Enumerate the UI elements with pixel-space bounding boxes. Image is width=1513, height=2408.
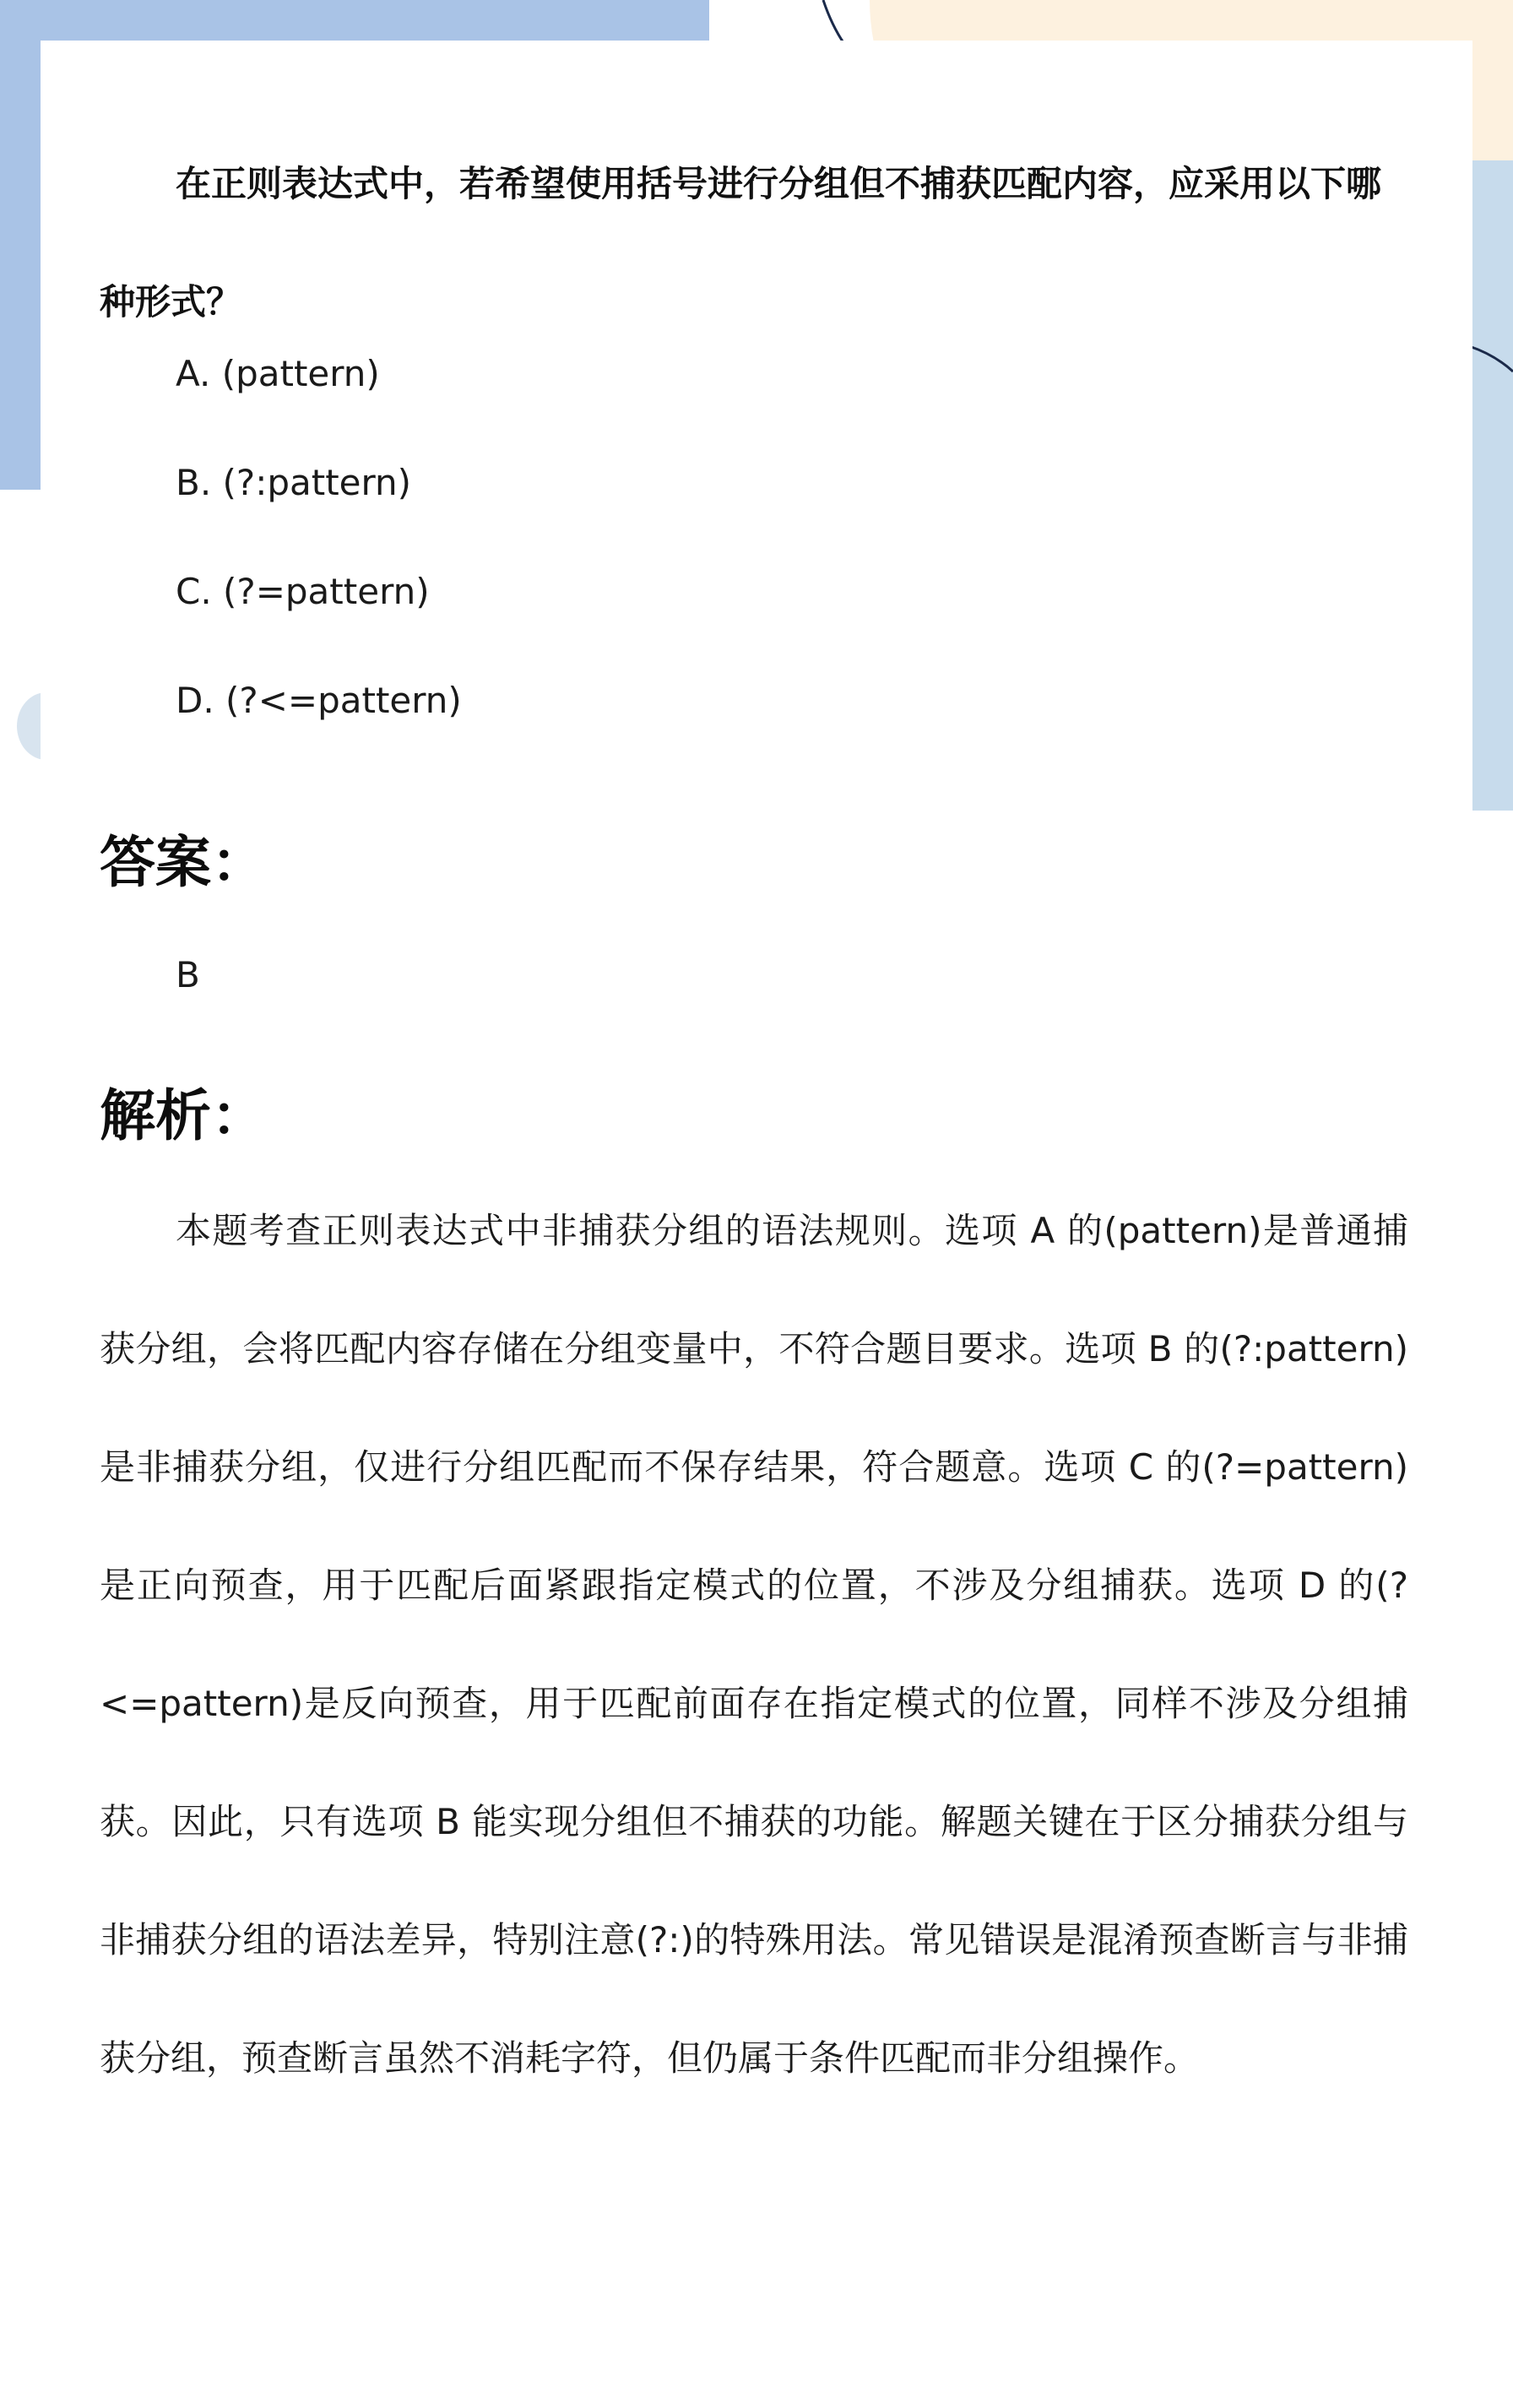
question-text: 在正则表达式中，若希望使用括号进行分组但不捕获匹配内容，应采用以下哪种形式？	[100, 163, 1382, 323]
option-c: C. (?=pattern)	[176, 571, 430, 612]
answer-value: B	[176, 954, 200, 995]
options-list	[176, 353, 462, 792]
analysis-heading: 解析：	[100, 1083, 267, 1148]
option-d: D. (?<=pattern)	[176, 680, 462, 721]
option-b: B. (?:pattern)	[176, 462, 412, 503]
answer-heading: 答案：	[100, 830, 267, 895]
option-a: A. (pattern)	[176, 353, 380, 394]
analysis-text: 本题考查正则表达式中非捕获分组的语法规则。选项 A 的(pattern)是普通捕获分组，会将匹配内容存储在分组变量中，不符合题目要求。选项 B 的(?:pattern)是非捕获分组，仅进行分组匹配而不保存结果，符合题意。选项 C 的(?=pattern)是正向预查，用于匹配后面紧跟指定模式的位置，不涉及分组捕获。选项 D 的(?<=pattern)是反向预查，用于匹配前面存在指定模式的位置，同样不涉及分组捕获。因此，只有选项 B 能实现分组但不捕获的功能。解题关键在于区分捕获分组与非捕获分组的语法差异，特别注意(?:)的特殊用法。常见错误是混淆预查断言与非捕获分组，预查断言虽然不消耗字符，但仍属于条件匹配而非分组操作。	[100, 1210, 1408, 2079]
